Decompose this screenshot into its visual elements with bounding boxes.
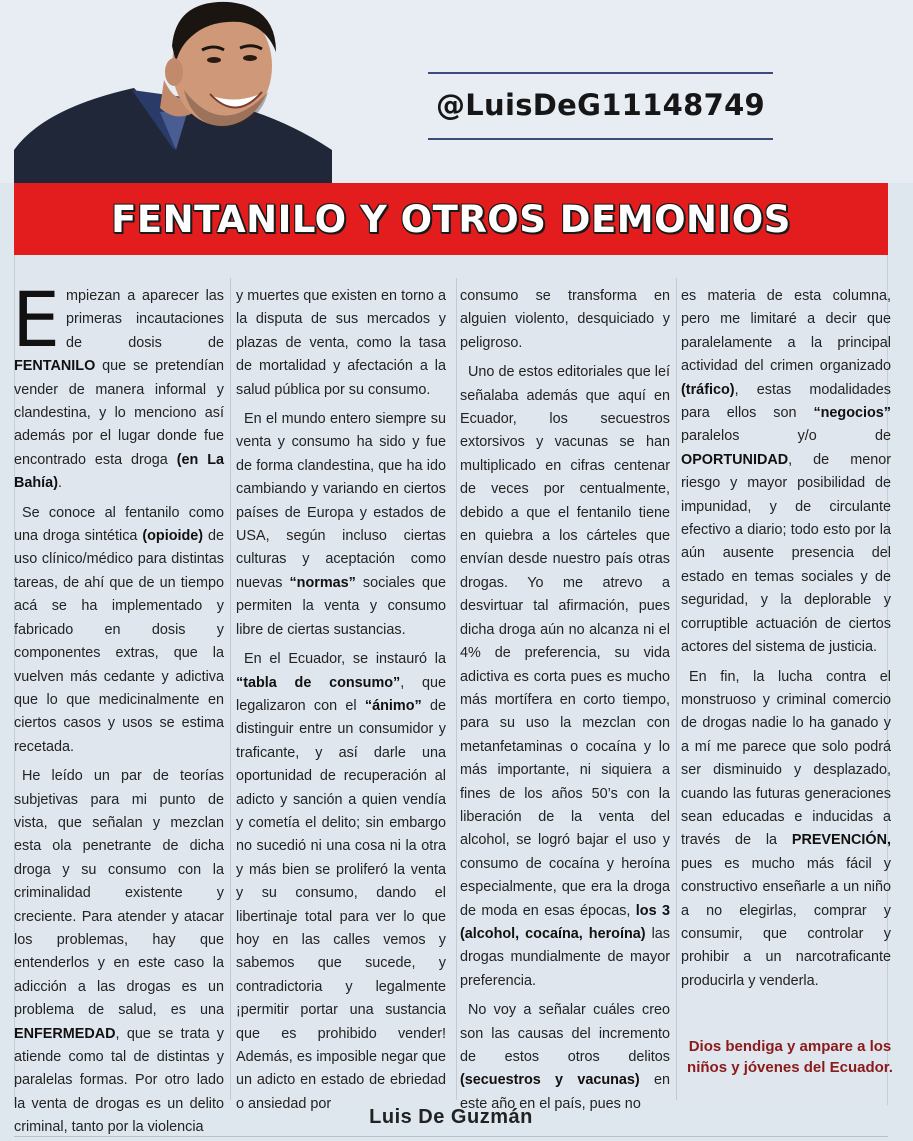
column-divider (676, 278, 677, 1100)
closing-blessing: Dios bendiga y ampare a los niños y jóvenes del Ecuador. (687, 1038, 893, 1076)
paragraph: Uno de estos editoriales que leí señalaba además que aquí en Ecuador, los secuestros extorsivos y vacunas se han multiplicado en cifras centenar de veces por centualmente, debido a que el fentanilo tiene en quiebra a los cárteles que envían desde nuestro país otras drogas. Yo me atrevo a desvirtuar tal afirmación, pues dicha droga aún no alcanza ni el 4% de preferencia, su vida adictiva es corta pues es mucho más mortífera en corto tiempo, para su uso la mezclan con metanfetaminas o cocaína y lo más importante, ni siquiera a fines de los años 50’s con la liberación de la venta del alcohol, se logró bajar el uso y consumo de cocaína y heroína especialmente, que era la droga de moda en esas épocas, los 3 (alcohol, cocaína, heroína) las drogas mundialmente de mayor preferencia. (460, 364, 670, 989)
column-divider (456, 278, 457, 1100)
paragraph: En el mundo entero siempre su venta y consumo ha sido y fue de forma clandestina, que ha ido cambiando y variando en ciertos países de Europa y estados de USA, según incluso ciertas culturas y aceptación como nuevas “normas” sociales que permiten la venta y consumo libre de ciertas sustancias. (236, 411, 447, 638)
paragraph: y muertes que existen en torno a la disputa de sus mercados y plazas de venta, como la tasa de mortalidad y afectación a la salud pública por su consumo. (236, 288, 446, 398)
paragraph: Empiezan a aparecer las primeras incautaciones de dosis de FENTANILO que se pretendían vender de manera informal y clandestina, y lo menciono así además por el lugar donde fue encontrado esta droga (en La Bahía). (12, 275, 224, 492)
column-2 (236, 285, 446, 1122)
handle-bottom-rule (428, 138, 773, 140)
author-photo (14, 0, 332, 183)
bottom-rule (14, 1136, 888, 1137)
paragraph: He leído un par de teorías subjetivas para mi punto de vista, que señalan y mezclan esta ola penetrante de dicha droga y su consumo con la criminalidad existente y creciente. Para atender y atacar los problemas, hay que entenderlos y en este caso la adicción a las drogas es un problema de salud, es una ENFERMEDAD, que se trata y atiende como tal de distintas y paralelas formas. Por otro lado la venta de drogas es un delito criminal, tanto por la violencia (14, 768, 224, 1136)
article-title: FENTANILO Y OTROS DEMONIOS (111, 197, 791, 241)
column-1 (12, 275, 224, 1141)
paragraph: es materia de esta columna, pero me limitaré a decir que paralelamente a la principal actividad del crimen organizado (tráfico), estas modalidades para ellos son “negocios” paralelos y/o de OPORTUNIDAD, de menor riesgo y mayor posibilidad de impunidad, y de circulante efectivo a diario; todo esto por la aún ausente presencia del estado en temas sociales y de seguridad, y la deplorable y corruptible actuación de ciertos actores del sistema de justicia. (681, 288, 891, 656)
drop-cap: E (12, 275, 61, 364)
column-4 (681, 285, 891, 999)
twitter-handle: @LuisDeG11148749 (435, 88, 766, 122)
column-divider (230, 278, 231, 1100)
header-area (0, 0, 913, 183)
column-3 (460, 285, 670, 1122)
paragraph: consumo se transforma en alguien violento, desquiciado y peligroso. (460, 288, 670, 351)
title-banner (14, 183, 888, 255)
author-signature: Luis De Guzmán (369, 1106, 533, 1128)
paragraph: En el Ecuador, se instauró la “tabla de consumo”, que legalizaron con el “ánimo” de distinguir entre un consumidor y traficante, y así darle una oportunidad de recuperación al adicto y sanción a quien vendía y cometía el delito; sin embargo no sucedió ni una cosa ni la otra y más bien se proliferó la venta y su consumo, dando el libertinaje total para ver lo que hoy en las calles vemos y sabemos que sucede, y contradictoria y legalmente ¡permitir portar una sustancia que es prohibido vender! Además, es imposible negar que un adicto en estado de ebriedad o ansiedad por (236, 651, 446, 1112)
paragraph: Se conoce al fentanilo como una droga sintética (opioide) de uso clínico/médico para distintas tareas, de ahí que de un tiempo acá se ha implementado y fabricado en dosis y componentes extras, que la vuelven más cedante y adictiva que lo que medicinalmente en ciertos casos y usos se estima recetada. (14, 504, 224, 755)
paragraph: En fin, la lucha contra el monstruoso y criminal comercio de drogas nadie lo ha ganado y a mí me parece que solo podrá ser disminuido y desplazado, cuando las futuras generaciones sean educadas e inducidas a través de la PREVENCIÓN, pues es mucho más fácil y constructivo enseñarle a un niño a no elegirlas, comprar y consumir, que controlar y prohibir a un narcotraficante producirla y venderla. (681, 668, 891, 989)
handle-top-rule (428, 72, 773, 74)
paragraph: No voy a señalar cuáles creo son las causas del incremento de estos otros delitos (secuestros y vacunas) en este año en el país, pues no (460, 1002, 670, 1112)
